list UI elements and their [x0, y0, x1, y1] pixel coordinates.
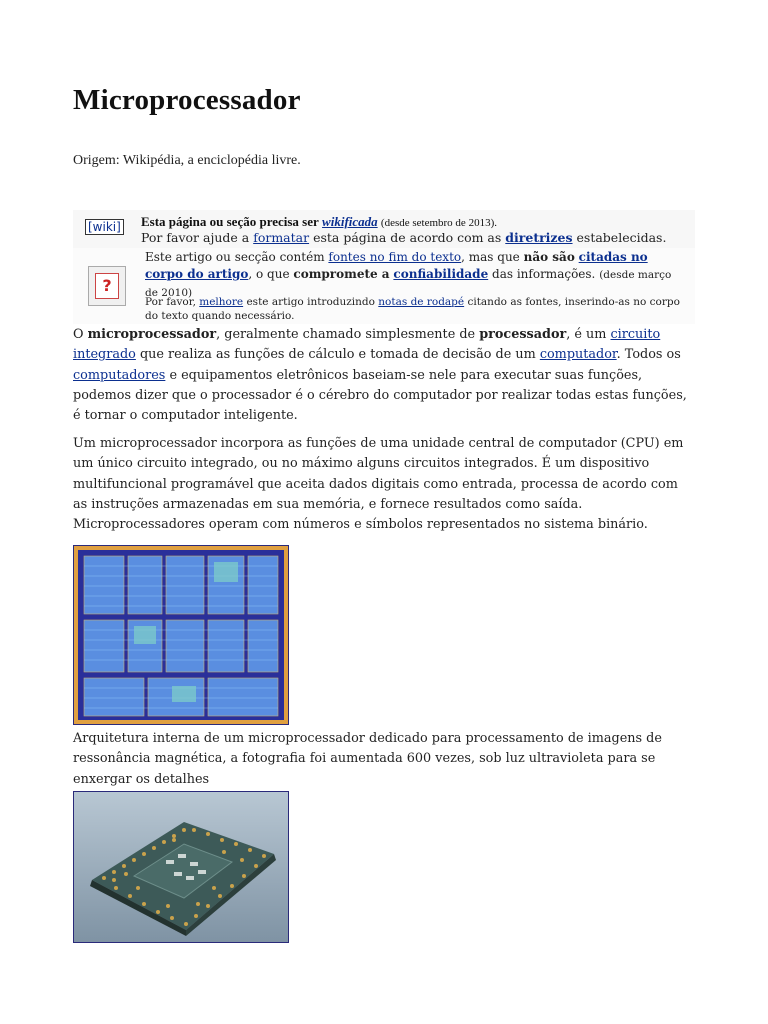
p1-segment: , é um: [566, 327, 607, 342]
wikify-bold: Esta página ou seção precisa ser: [141, 214, 319, 229]
wikify-line1: [141, 214, 497, 230]
wikify-link[interactable]: wikificada: [322, 214, 378, 229]
sources-segment: das informações.: [492, 267, 596, 281]
circuito-integrado-link[interactable]: circuito integrado: [73, 327, 661, 363]
wikify-text: Por favor ajude a: [141, 230, 250, 245]
note-segment: citando as fontes, inserindo-as no corpo do texto quando necessário.: [145, 296, 680, 322]
page-title: Microprocessador: [73, 84, 301, 116]
sources-segment: Este artigo ou secção contém: [145, 250, 325, 264]
wikify-text: esta página de acordo com as: [313, 230, 502, 245]
wikify-text: estabelecidas.: [576, 230, 667, 245]
note-segment: Por favor,: [145, 296, 196, 308]
sources-segment: , o que: [248, 267, 290, 281]
formatar-link[interactable]: formatar: [253, 230, 310, 245]
sources-bold: compromete a: [293, 267, 390, 281]
sources-bold: não são: [523, 250, 575, 264]
note-segment: este artigo introduzindo: [246, 296, 375, 308]
paragraph-definition: Um microprocessador incorpora as funções de uma unidade central de computador (CPU) em um único circuito integrado, ou no máximo alguns circuitos integrados. É um dispositivo multifuncional programável que aceita dados digitais como entrada, processa de acordo com as instruções armazenadas em sua memória, e fornece resultados como saída. Microprocessadores operam com números e símbolos representados no sistema binário.: [73, 436, 684, 533]
chip-image-art: [74, 546, 288, 724]
origin-line: Origem: Wikipédia, a enciclopédia livre.: [73, 153, 301, 168]
sources-date: (desde março de 2010): [145, 269, 672, 299]
sources-notice: [73, 248, 695, 324]
p1-segment: que realiza as funções de cálculo e tomada de decisão de um: [139, 347, 536, 363]
wikify-date: (desde setembro de 2013).: [380, 217, 497, 229]
melhore-link[interactable]: melhore: [199, 296, 244, 308]
computadores-link[interactable]: computadores: [73, 367, 166, 383]
fontes-link[interactable]: fontes no fim do texto: [328, 250, 462, 264]
cpu-photo-image[interactable]: [73, 791, 289, 943]
question-mark-icon: ?: [88, 266, 126, 306]
image-caption: Arquitetura interna de um microprocessador dedicado para processamento de imagens de ressonância magnética, a fotografia foi aumentada 600 vezes, sob luz ultravioleta para se enxergar os detalhes: [73, 731, 662, 787]
diretrizes-link[interactable]: diretrizes: [505, 230, 573, 245]
p1-bold: microprocessador: [87, 327, 217, 342]
p1-segment: O: [73, 327, 84, 342]
p1-bold: processador: [479, 327, 567, 342]
wikify-line2: [141, 230, 666, 245]
confiabilidade-link[interactable]: confiabilidade: [393, 267, 489, 281]
p1-segment: . Todos os: [616, 347, 681, 363]
wikify-notice: [73, 210, 695, 248]
cpu-image-art: [74, 792, 288, 942]
wiki-tag-icon: [wiki]: [85, 219, 124, 235]
computador-link[interactable]: computador: [539, 347, 617, 363]
p1-segment: , geralmente chamado simplesmente de: [216, 327, 476, 342]
notas-rodape-link[interactable]: notas de rodapé: [378, 296, 465, 308]
paragraph-intro: [73, 325, 695, 426]
sources-note: [145, 295, 685, 323]
citadas-link[interactable]: citadas no corpo do artigo: [145, 250, 648, 281]
sources-segment: , mas que: [461, 250, 520, 264]
p1-segment: e equipamentos eletrônicos baseiam-se nele para executar suas funções, podemos dizer que o processador é o cérebro do computador por realizar todas estas funções, é tornar o computador inteligente.: [73, 367, 687, 424]
chip-architecture-image[interactable]: [73, 545, 289, 725]
